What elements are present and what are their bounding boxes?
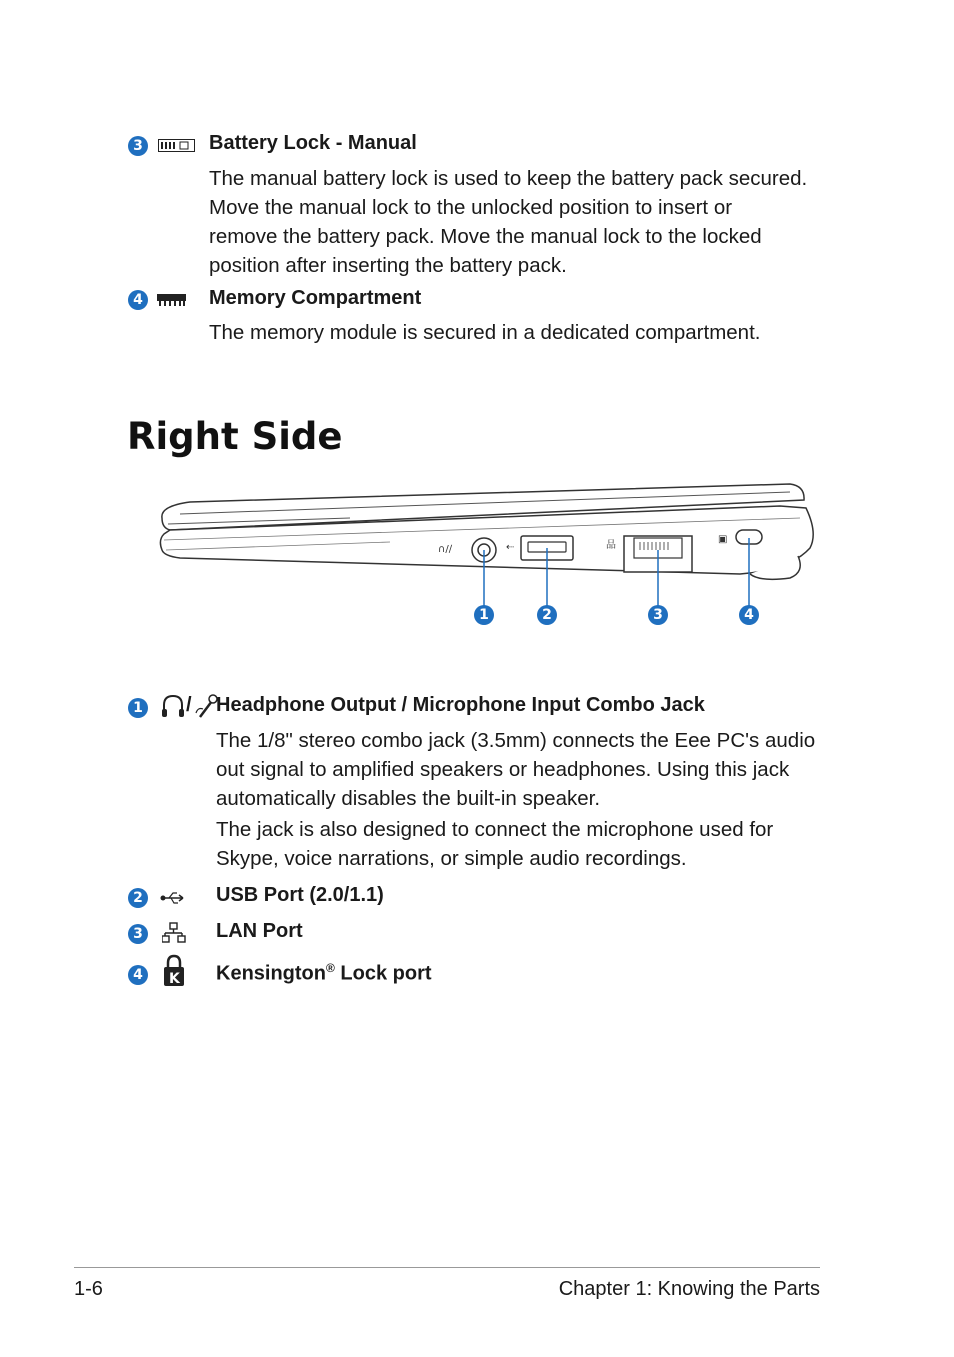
text-line: The memory module is secured in a dedicated compartment. — [209, 321, 761, 344]
usb-icon — [160, 890, 186, 906]
callout-number-4: 4 — [128, 290, 148, 310]
combo-jack-description — [216, 726, 815, 813]
text-line: automatically disables the built-in speaker. — [216, 787, 601, 810]
battery-lock-description — [209, 164, 807, 280]
page-number: 1-6 — [74, 1278, 103, 1300]
lan-network-icon — [162, 922, 186, 944]
text-line: out signal to amplified speakers or headphones. Using this jack — [216, 758, 790, 781]
battery-lock-icon — [158, 139, 196, 153]
memory-module-icon — [157, 292, 187, 308]
kensington-name: Kensington — [216, 962, 326, 985]
svg-text:⇠: ⇠ — [506, 542, 515, 553]
footer-divider — [74, 1267, 820, 1268]
memory-description — [209, 318, 760, 347]
text-line: remove the battery pack. Move the manual lock to the locked — [209, 225, 762, 248]
kensington-title — [216, 961, 432, 986]
chapter-title: Chapter 1: Knowing the Parts — [558, 1278, 820, 1300]
diagram-callout-1: 1 — [474, 605, 494, 625]
text-line: The jack is also designed to connect the microphone used for — [216, 818, 774, 841]
headphone-icon — [160, 693, 186, 721]
item-number-4: 4 — [128, 965, 148, 985]
diagram-callout-2: 2 — [537, 605, 557, 625]
diagram-callout-3: 3 — [648, 605, 668, 625]
svg-text:品: 品 — [606, 540, 616, 551]
memory-title: Memory Compartment — [209, 287, 422, 309]
combo-jack-title: Headphone Output / Microphone Input Combo Jack — [216, 694, 705, 716]
item-number-2: 2 — [128, 888, 148, 908]
item-number-1: 1 — [128, 698, 148, 718]
text-line: Move the manual lock to the unlocked position to insert or — [209, 196, 733, 219]
combo-jack-description-2 — [216, 815, 773, 873]
svg-text:∩/∕: ∩/∕ — [438, 544, 453, 555]
svg-text:▣: ▣ — [718, 534, 728, 545]
battery-lock-title: Battery Lock - Manual — [209, 132, 417, 154]
text-line: Skype, voice narrations, or simple audio recordings. — [216, 847, 687, 870]
text-line: The manual battery lock is used to keep the battery pack secured. — [209, 167, 808, 190]
kensington-suffix: Lock port — [334, 962, 432, 985]
section-title: Right Side — [127, 415, 343, 458]
microphone-icon — [194, 693, 218, 721]
text-line: The 1/8" stereo combo jack (3.5mm) connects the Eee PC's audio — [216, 729, 816, 752]
registered-mark: ® — [326, 961, 335, 975]
lan-title: LAN Port — [216, 920, 303, 942]
callout-number-3: 3 — [128, 136, 148, 156]
item-number-3: 3 — [128, 924, 148, 944]
svg-text:K: K — [169, 971, 180, 987]
usb-title: USB Port (2.0/1.1) — [216, 884, 384, 906]
laptop-right-side-illustration — [150, 478, 830, 628]
text-line: position after inserting the battery pack. — [209, 254, 567, 277]
kensington-lock-icon — [162, 954, 186, 988]
icon-separator: / — [186, 694, 192, 716]
diagram-callout-4: 4 — [739, 605, 759, 625]
